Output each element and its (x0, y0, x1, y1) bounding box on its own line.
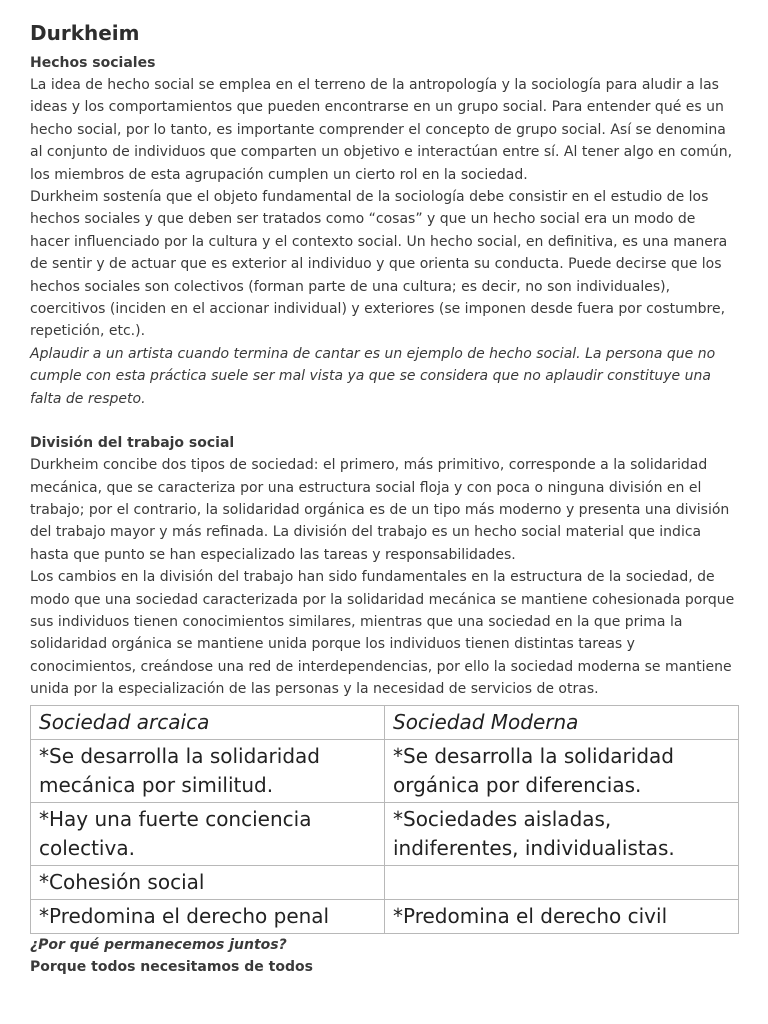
table-cell: *Cohesión social (31, 865, 385, 899)
paragraph-hecho-social-definition: La idea de hecho social se emplea en el terreno de la antropología y la sociología para aludir a las ideas y los comportamientos que pueden encontrarse en un grupo social. Para entender qué es un hecho social, por lo tanto, es importante comprender el concepto de grupo social. Así se denomina al conjunto de individuos que comparten un objetivo e interactúan entre sí. Al tener algo en común, los miembros de esta agrupación cumplen un cierto rol en la sociedad. (30, 77, 733, 183)
page-title: Durkheim (30, 21, 140, 45)
spacer (30, 410, 738, 432)
table-header-cell: Sociedad arcaica (31, 705, 385, 739)
table-cell: *Hay una fuerte conciencia colectiva. (31, 802, 385, 865)
table-header-cell: Sociedad Moderna (385, 705, 739, 739)
table-row (31, 899, 739, 933)
paragraph-cambios-division: Los cambios en la división del trabajo han sido fundamentales en la estructura de la sociedad, de modo que una sociedad caracterizada por la solidaridad mecánica se mantiene cohesionada porque sus individuos tienen conocimientos similares, mientras que una sociedad en la que prima la solidaridad orgánica se mantiene unida porque los individuos tienen distintas tareas y conocimientos, creándose una red de interdependencias, por ello la sociedad moderna se mantiene unida por la especialización de las personas y la necesidad de servicios de otras. (30, 569, 735, 698)
paragraph-durkheim-hechos: Durkheim sostenía que el objeto fundamental de la sociología debe consistir en el estudio de los hechos sociales y que deben ser tratados como “cosas” y que un hecho social era un modo de hacer influenciado por la cultura y el contexto social. Un hecho social, en definitiva, es una manera de sentir y de actuar que es exterior al individuo y que orienta su conducta. Puede decirse que los hechos sociales son colectivos (forman parte de una cultura; es decir, no son individuales), coercitivos (inciden en el accionar individual) y exteriores (se imponen desde fuera por costumbre, repetición, etc.). (30, 189, 728, 340)
table-row (31, 865, 739, 899)
question-text: ¿Por qué permanecemos juntos? (30, 936, 287, 953)
table-header-row (31, 705, 739, 739)
table-cell: *Sociedades aisladas, indiferentes, individualistas. (385, 802, 739, 865)
table-row (31, 802, 739, 865)
paragraph-example: Aplaudir a un artista cuando termina de cantar es un ejemplo de hecho social. La persona que no cumple con esta práctica suele ser mal vista ya que se considera que no aplaudir constituye una falta de respeto. (30, 345, 716, 407)
section-heading-hechos-sociales: Hechos sociales (30, 55, 156, 71)
table-cell: *Predomina el derecho penal (31, 899, 385, 933)
table-cell: *Predomina el derecho civil (385, 899, 739, 933)
paragraph-tipos-sociedad: Durkheim concibe dos tipos de sociedad: el primero, más primitivo, corresponde a la solidaridad mecánica, que se caracteriza por una estructura social floja y con poca o ninguna división en el trabajo; por el contrario, la solidaridad orgánica es de un tipo más moderno y presenta una división del trabajo mayor y más refinada. La división del trabajo es un hecho social material que indica hasta que punto se han especializado las tareas y responsabilidades. (30, 457, 730, 563)
answer-text: Porque todos necesitamos de todos (30, 958, 313, 975)
comparison-table (30, 705, 739, 934)
table-cell (385, 865, 739, 899)
section-heading-division-trabajo: División del trabajo social (30, 435, 235, 452)
table-row (31, 739, 739, 802)
table-cell: *Se desarrolla la solidaridad mecánica por similitud. (31, 739, 385, 802)
table-cell: *Se desarrolla la solidaridad orgánica por diferencias. (385, 739, 739, 802)
